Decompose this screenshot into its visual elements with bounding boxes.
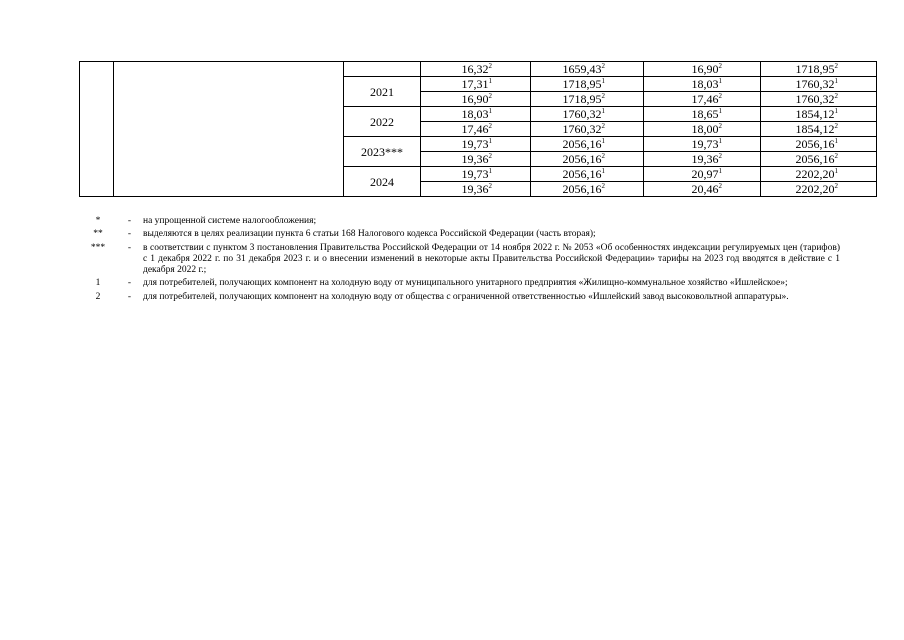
value-cell: 2056,16$^2$ — [531, 152, 644, 167]
value-cell: 2056,16$^1$ — [761, 137, 877, 152]
value-cell: 2056,16$^2$ — [531, 182, 644, 197]
value-cell: 19,36$^2$ — [421, 182, 531, 197]
value-cell: 1760,32$^1$ — [761, 77, 877, 92]
value-cell: 19,73$^1$ — [421, 137, 531, 152]
footnote-mark: *** — [90, 242, 106, 253]
value-cell: 17,46$^2$ — [644, 92, 761, 107]
tariff-table — [79, 61, 877, 197]
footnote-text: в соответствии с пунктом 3 постановления Правительства Российской Федерации от 14 ноября 2022 г. № 2053 «Об особенностях индексации регулируемых цен (тарифов) с 1 декабря 2022 г. по 31 декабря 2023 г. и о внесении изменений в некоторые акты Правительства Российской Федерации» тарифы на 2023 год вводятся в действие с 1 декабря 2022 г.; — [143, 242, 840, 276]
value-cell: 16,90$^2$ — [421, 92, 531, 107]
footnote — [80, 292, 840, 303]
value-cell: 18,00$^2$ — [644, 122, 761, 137]
footnotes — [80, 216, 840, 305]
year-cell — [344, 62, 421, 77]
value-cell: 18,03$^1$ — [421, 107, 531, 122]
footnote — [80, 243, 840, 277]
value-cell: 1718,95$^2$ — [761, 62, 877, 77]
footnote-dash: - — [127, 229, 132, 240]
value-cell: 19,73$^1$ — [421, 167, 531, 182]
footnote-dash: - — [127, 216, 132, 226]
value-cell: 16,90$^2$ — [644, 62, 761, 77]
footnote-text: на упрощенной системе налогообложения; — [143, 216, 317, 226]
value-cell: 16,32$^2$ — [421, 62, 531, 77]
value-cell: 1760,32$^2$ — [531, 122, 644, 137]
footnote-text: для потребителей, получающих компонент на холодную воду от муниципального унитарного предприятия «Жилищно-коммунальное хозяйство «Ишлейское»; — [143, 278, 788, 289]
value-cell: 1854,12$^1$ — [761, 107, 877, 122]
value-cell: 2056,16$^1$ — [531, 137, 644, 152]
footnote-dash: - — [127, 242, 132, 253]
year-cell: 2024 — [344, 167, 421, 197]
value-cell: 19,36$^2$ — [421, 152, 531, 167]
value-cell: 18,65$^1$ — [644, 107, 761, 122]
value-cell: 1760,32$^2$ — [761, 92, 877, 107]
table-row — [80, 62, 877, 77]
footnote-mark: * — [95, 216, 101, 226]
value-cell: 1718,95$^1$ — [531, 77, 644, 92]
value-cell: 17,46$^2$ — [421, 122, 531, 137]
year-cell: 2022 — [344, 107, 421, 137]
footnote-dash: - — [127, 291, 132, 302]
year-cell: 2021 — [344, 77, 421, 107]
value-cell: 1760,32$^1$ — [531, 107, 644, 122]
value-cell: 2202,20$^2$ — [761, 182, 877, 197]
value-cell: 17,31$^1$ — [421, 77, 531, 92]
footnote-mark: 1 — [95, 278, 101, 289]
value-cell: 1718,95$^2$ — [531, 92, 644, 107]
empty-cell — [114, 62, 344, 197]
footnote — [80, 278, 840, 289]
value-cell: 19,36$^2$ — [644, 152, 761, 167]
value-cell: 18,03$^1$ — [644, 77, 761, 92]
footnote-text: выделяются в целях реализации пункта 6 статьи 168 Налогового кодекса Российской Федерации (часть вторая); — [143, 229, 596, 240]
footnote — [80, 216, 840, 227]
value-cell: 20,46$^2$ — [644, 182, 761, 197]
value-cell: 19,73$^1$ — [644, 137, 761, 152]
value-cell: 20,97$^1$ — [644, 167, 761, 182]
year-cell: 2023*** — [344, 137, 421, 167]
empty-cell — [80, 62, 114, 197]
footnote-mark: 2 — [95, 291, 101, 302]
footnote-dash: - — [127, 278, 132, 289]
value-cell: 2056,16$^1$ — [531, 167, 644, 182]
value-cell: 2202,20$^1$ — [761, 167, 877, 182]
footnote-text: для потребителей, получающих компонент на холодную воду от общества с ограниченной ответственностью «Ишлейский завод высоковольтной аппаратуры». — [143, 291, 789, 302]
footnote-mark: ** — [93, 229, 103, 240]
value-cell: 1659,43$^2$ — [531, 62, 644, 77]
value-cell: 1854,12$^2$ — [761, 122, 877, 137]
footnote — [80, 229, 840, 240]
value-cell: 2056,16$^2$ — [761, 152, 877, 167]
